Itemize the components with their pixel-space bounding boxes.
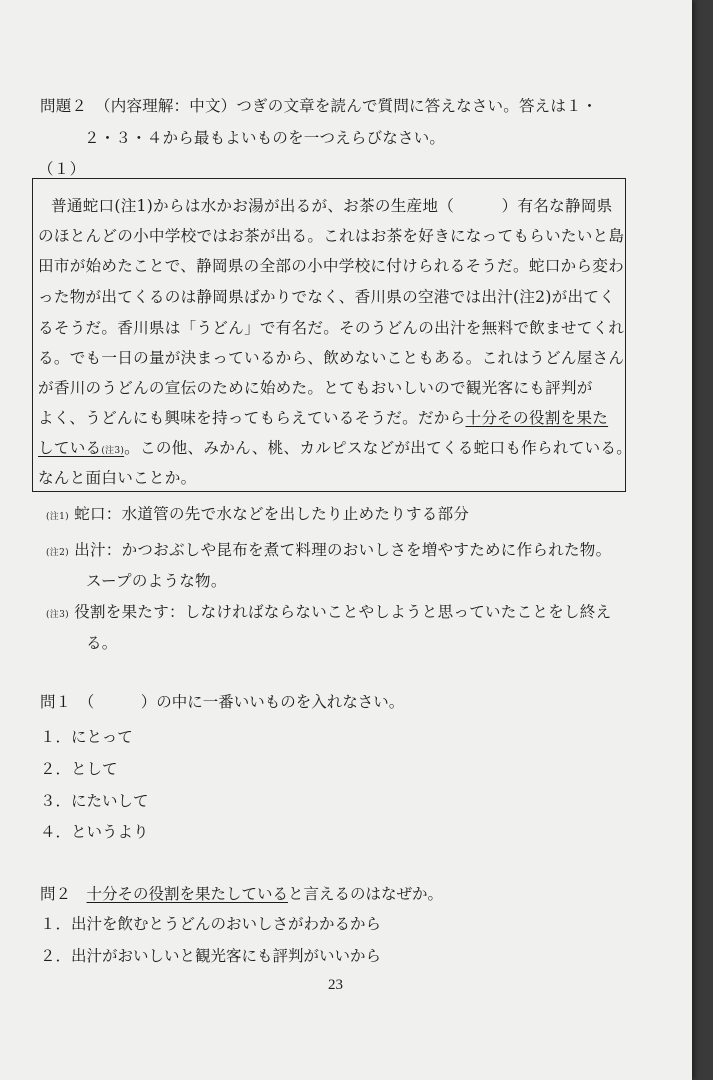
note-marker: (注3) — [46, 610, 69, 620]
note-marker: (注2) — [46, 548, 69, 558]
problem-heading-line2: ２・３・４から最もよいものを一つえらびなさい。 — [84, 129, 446, 147]
footnote-1 — [46, 502, 469, 524]
passage-line — [38, 436, 632, 458]
footnote-text: 出汁：かつおぶしや昆布を煮て料理のおいしさを増やすために作られた物。 — [74, 541, 612, 559]
underlined-phrase: している — [38, 439, 102, 457]
passage-line: 田市が始めたことで、静岡県の全部の小中学校に付けられるそうだ。蛇口から変わ — [38, 257, 624, 275]
question-2-title — [40, 882, 443, 904]
problem-heading-line1: 問題２ （内容理解：中文）つぎの文章を読んで質問に答えなさい。答えは１・ — [40, 97, 598, 115]
question-1-option: ３．にたいして — [40, 792, 149, 810]
passage-line: のほとんどの小中学校ではお茶が出る。これはお茶を好きになってもらいたいと島 — [38, 227, 625, 245]
question-1-title: 問１ （ ）の中に一番いいものを入れなさい。 — [40, 693, 405, 711]
passage-line: 普通蛇口(注1)からは水かお湯が出るが、お茶の生産地（ ）有名な静岡県 — [51, 197, 613, 215]
passage-line — [38, 406, 608, 428]
underlined-phrase: 十分その役割を果た — [465, 409, 609, 427]
footnote-2-cont: スープのような物。 — [86, 572, 227, 590]
footnote-text: 蛇口：水道管の先で水などを出したり止めたりする部分 — [74, 505, 470, 523]
passage-box — [32, 178, 633, 492]
passage-line: った物が出てくるのは静岡県ばかりでなく、香川県の空港では出汁(注2)が出てく — [38, 288, 616, 306]
passage-line: る。でも一日の量が決まっているから、飲めないこともある。これはうどん屋さん — [38, 349, 625, 367]
passage-text: 。この他、みかん、桃、カルピスなどが出てくる蛇口も作られている。 — [124, 439, 633, 457]
passage-text: よく、うどんにも興味を持ってもらえているそうだ。だから — [38, 409, 466, 427]
passage-line: が香川のうどんの宣伝のために始めた。とてもおいしいので観光客にも評判が — [38, 379, 593, 397]
section-label: （１） — [38, 160, 86, 178]
footnote-3-cont: る。 — [86, 634, 118, 652]
question-2-option: １．出汁を飲むとうどんのおいしさがわかるから — [40, 915, 382, 933]
question-1-option: ４．というより — [40, 823, 149, 841]
footnote-2 — [46, 538, 611, 560]
passage-line: なんと面白いことか。 — [38, 469, 197, 487]
passage-line: るそうだ。香川県は「うどん」で有名だ。そのうどんの出汁を無料で飲ませてくれ — [38, 319, 625, 337]
underlined-phrase: 十分その役割を果たしている — [86, 885, 289, 903]
question-text: と言えるのはなぜか。 — [288, 885, 444, 903]
question-1-option: ２．として — [40, 760, 118, 778]
question-2-option: ２．出汁がおいしいと観光客にも評判がいいから — [40, 947, 382, 965]
question-1-option: １．にとって — [40, 728, 133, 746]
question-label: 問２ — [40, 885, 87, 903]
footnote-3 — [46, 600, 611, 622]
note-marker: (注3) — [101, 446, 125, 456]
page-number: 23 — [328, 977, 343, 993]
footnote-text: 役割を果たす：しなければならないことやしようと思っていたことをし終え — [74, 603, 612, 621]
note-marker: (注1) — [46, 512, 69, 522]
